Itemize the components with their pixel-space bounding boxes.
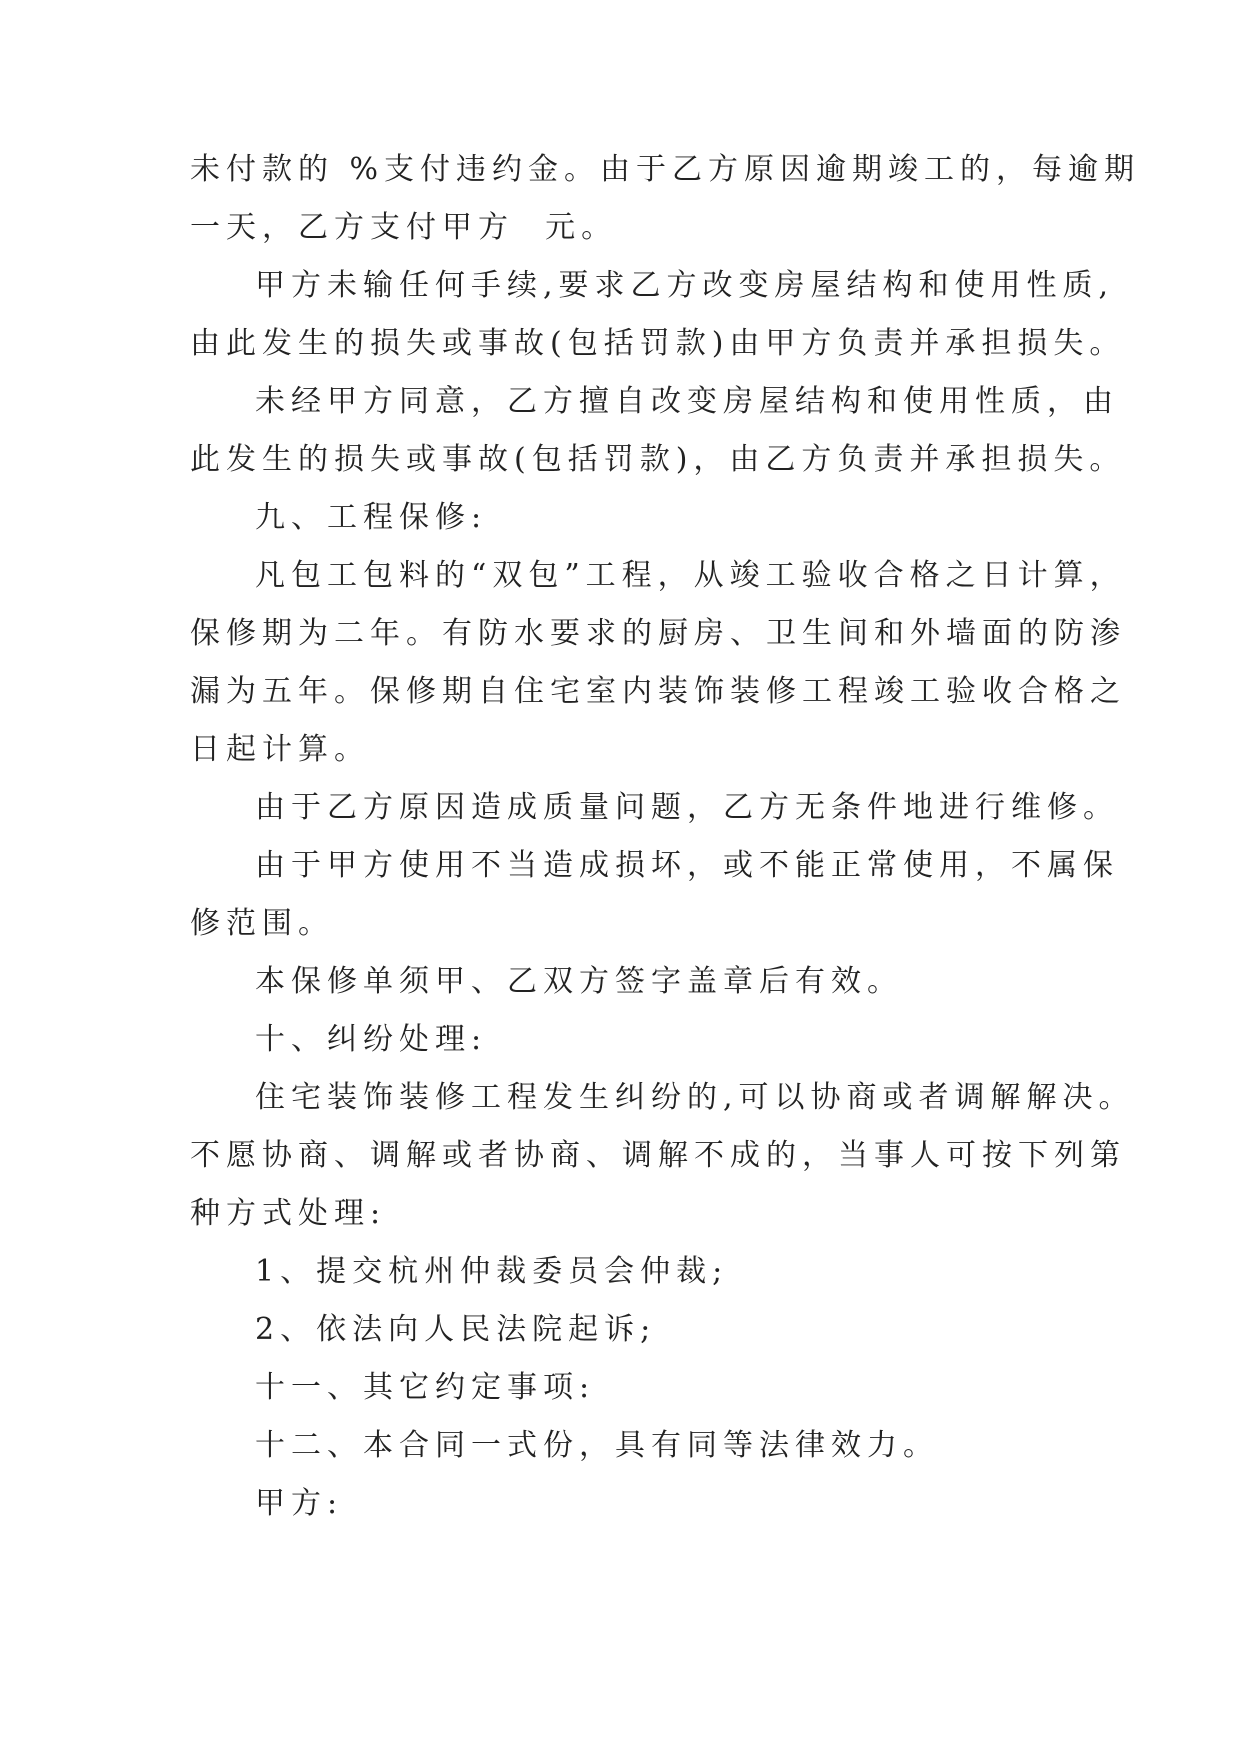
- text-line: 日起计算。: [190, 732, 370, 767]
- text-line: 甲方未输任何手续,要求乙方改变房屋结构和使用性质,: [255, 268, 1115, 303]
- section-heading: 十一、其它约定事项:: [255, 1370, 596, 1405]
- text-line: 凡包工包料的“双包”工程，从竣工验收合格之日计算，: [255, 558, 1126, 593]
- text-line: 未经甲方同意，乙方擅自改变房屋结构和使用性质，由: [255, 384, 1119, 419]
- text-line: 由此发生的损失或事故(包括罚款)由甲方负责并承担损失。: [190, 326, 1126, 361]
- text-line: 未付款的 %支付违约金。由于乙方原因逾期竣工的，每逾期: [190, 152, 1141, 187]
- text-line: 修范围。: [190, 906, 334, 941]
- signature-label: 甲方:: [255, 1486, 344, 1521]
- text-line: 种方式处理:: [190, 1196, 387, 1231]
- text-line: 住宅装饰装修工程发生纠纷的,可以协商或者调解解决。: [255, 1080, 1135, 1115]
- text-line: 保修期为二年。有防水要求的厨房、卫生间和外墙面的防渗: [190, 616, 1126, 651]
- section-heading: 十、纠纷处理:: [255, 1022, 488, 1057]
- text-line: 此发生的损失或事故(包括罚款)，由乙方负责并承担损失。: [190, 442, 1126, 477]
- text-line: 由于甲方使用不当造成损坏，或不能正常使用，不属保: [255, 848, 1119, 883]
- text-line: 由于乙方原因造成质量问题，乙方无条件地进行维修。: [255, 790, 1119, 825]
- section-heading: 九、工程保修:: [255, 500, 488, 535]
- list-item: 1、提交杭州仲裁委员会仲裁;: [255, 1254, 729, 1289]
- text-line: 一天，乙方支付甲方 元。: [190, 210, 618, 245]
- text-line: 不愿协商、调解或者协商、调解不成的，当事人可按下列第: [190, 1138, 1126, 1173]
- text-line: 漏为五年。保修期自住宅室内装饰装修工程竣工验收合格之: [190, 674, 1126, 709]
- section-heading: 十二、本合同一式份，具有同等法律效力。: [255, 1428, 939, 1463]
- text-line: 本保修单须甲、乙双方签字盖章后有效。: [255, 964, 903, 999]
- list-item: 2、依法向人民法院起诉;: [255, 1312, 657, 1347]
